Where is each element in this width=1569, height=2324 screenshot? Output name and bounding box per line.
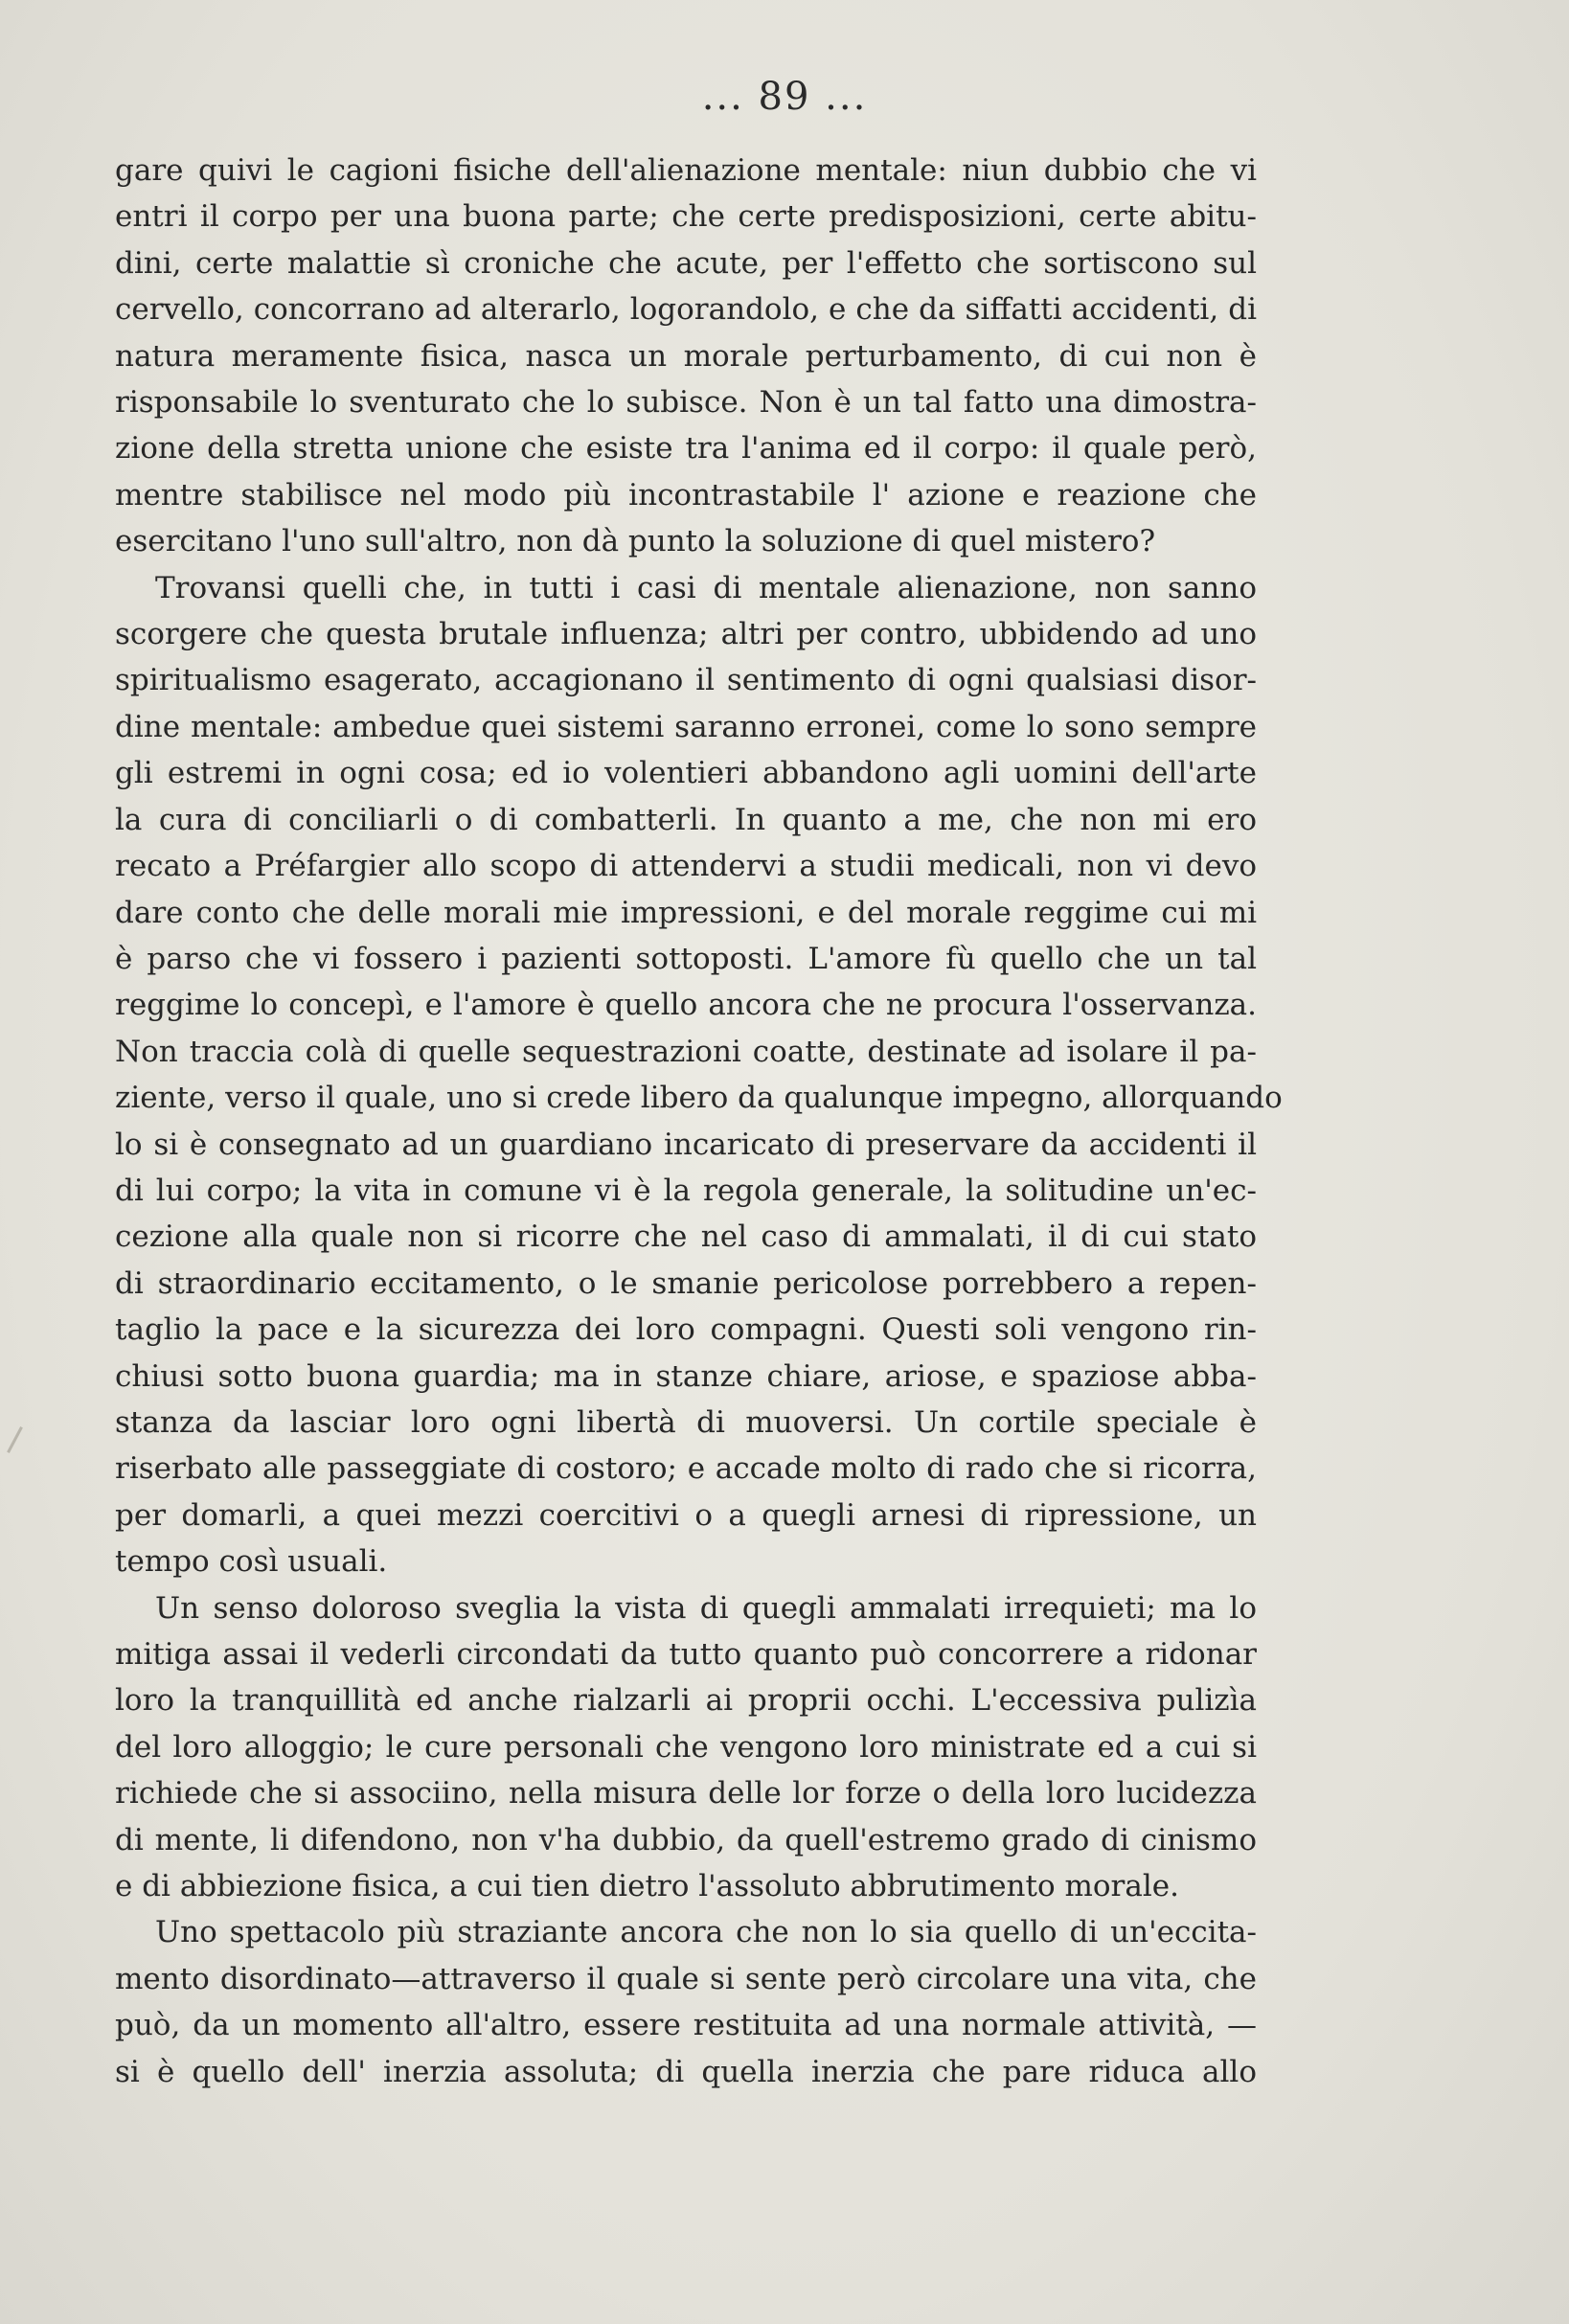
body-text <box>115 148 1283 2095</box>
text-line: di lui corpo; la vita in comune vi è la regola generale, la solitudine un'ec- <box>115 1173 1257 1208</box>
text-line: Uno spettacolo più straziante ancora che non lo sia quello di un'eccita- <box>155 1915 1257 1950</box>
paragraph <box>115 565 1283 1585</box>
text-line: dare conto che delle morali mie impressioni, e del morale reggime cui mi <box>115 895 1257 930</box>
text-line: dine mentale: ambedue quei sistemi saranno erronei, come lo sono sempre <box>115 709 1257 744</box>
text-line: la cura di conciliarli o di combatterli. In quanto a me, che non mi ero <box>115 802 1257 837</box>
text-line: scorgere che questa brutale influenza; altri per contro, ubbidendo ad uno <box>115 617 1257 652</box>
text-line: gare quivi le cagioni fisiche dell'alienazione mentale: niun dubbio che vi <box>115 153 1257 188</box>
text-line: richiede che si associino, nella misura delle lor forze o della loro lucidezza <box>115 1776 1257 1811</box>
text-line: risponsabile lo sventurato che lo subisce. Non è un tal fatto una dimostra- <box>115 385 1257 421</box>
text-line: si è quello dell' inerzia assoluta; di quella inerzia che pare riduca allo <box>115 2054 1257 2089</box>
text-line: mento disordinato—attraverso il quale si sente però circolare una vita, che <box>115 1961 1257 1996</box>
text-line: taglio la pace e la sicurezza dei loro compagni. Questi soli vengono rin- <box>115 1312 1257 1348</box>
text-line: spiritualismo esagerato, accagionano il sentimento di ogni qualsiasi disor- <box>115 663 1257 698</box>
text-line: cezione alla quale non si ricorre che nel caso di ammalati, il di cui stato <box>115 1219 1257 1255</box>
text-line: di straordinario eccitamento, o le smanie pericolose porrebbero a repen- <box>115 1265 1257 1301</box>
page-number: ... 89 ... <box>701 75 868 119</box>
text-line: lo si è consegnato ad un guardiano incaricato di preservare da accidenti il <box>115 1127 1257 1162</box>
text-line: natura meramente fisica, nasca un morale perturbamento, di cui non è <box>115 338 1257 374</box>
text-line: e di abbiezione fisica, a cui tien dietro l'assoluto abbrutimento morale. <box>115 1869 1179 1904</box>
text-line: esercitano l'uno sull'altro, non dà punto la soluzione di quel mistero? <box>115 524 1156 559</box>
text-line: è parso che vi fossero i pazienti sottoposti. L'amore fù quello che un tal <box>115 941 1257 976</box>
text-line: cervello, concorrano ad alterarlo, logorandolo, e che da siffatti accidenti, di <box>115 292 1257 328</box>
text-line: reggime lo concepì, e l'amore è quello ancora che ne procura l'osservanza. <box>115 988 1257 1023</box>
paragraph <box>115 148 1257 565</box>
text-line: ziente, verso il quale, uno si crede libero da qualunque impegno, allorquando <box>115 1081 1283 1116</box>
text-line: riserbato alle passeggiate di costoro; e accade molto di rado che si ricorra, <box>115 1451 1257 1487</box>
text-line: stanza da lasciar loro ogni libertà di muoversi. Un cortile speciale è <box>115 1404 1257 1440</box>
text-line: entri il corpo per una buona parte; che certe predisposizioni, certe abitu- <box>115 199 1257 235</box>
text-line: dini, certe malattie sì croniche che acute, per l'effetto che sortiscono sul <box>115 245 1257 281</box>
text-line: del loro alloggio; le cure personali che vengono loro ministrate ed a cui si <box>115 1729 1257 1765</box>
text-line: di mente, li difendono, non v'ha dubbio, da quell'estremo grado di cinismo <box>115 1822 1257 1857</box>
text-line: mentre stabilisce nel modo più incontrastabile l' azione e reazione che <box>115 477 1257 513</box>
text-line: chiusi sotto buona guardia; ma in stanze chiare, ariose, e spaziose abba- <box>115 1358 1257 1394</box>
text-line: Non traccia colà di quelle sequestrazioni coatte, destinate ad isolare il pa- <box>115 1034 1257 1069</box>
text-line: può, da un momento all'altro, essere restituita ad una normale attività, — <box>115 2008 1257 2043</box>
text-line: per domarli, a quei mezzi coercitivi o a quegli arnesi di ripressione, un <box>115 1497 1257 1533</box>
paragraph <box>115 1585 1257 1910</box>
text-line: recato a Préfargier allo scopo di attendervi a studii medicali, non vi devo <box>115 849 1257 884</box>
text-line: loro la tranquillità ed anche rialzarli ai proprii occhi. L'eccessiva pulizìa <box>115 1683 1257 1719</box>
text-line: Trovansi quelli che, in tutti i casi di mentale alienazione, non sanno <box>155 570 1257 605</box>
text-line: tempo così usuali. <box>115 1544 388 1580</box>
margin-pencil-mark <box>7 1426 23 1453</box>
text-line: Un senso doloroso sveglia la vista di quegli ammalati irrequieti; ma lo <box>155 1590 1257 1626</box>
text-line: gli estremi in ogni cosa; ed io volentieri abbandono agli uomini dell'arte <box>115 756 1257 791</box>
text-line: zione della stretta unione che esiste tra l'anima ed il corpo: il quale però, <box>115 431 1257 467</box>
text-line: mitiga assai il vederli circondati da tutto quanto può concorrere a ridonar <box>115 1637 1257 1672</box>
paragraph <box>115 1909 1257 2095</box>
